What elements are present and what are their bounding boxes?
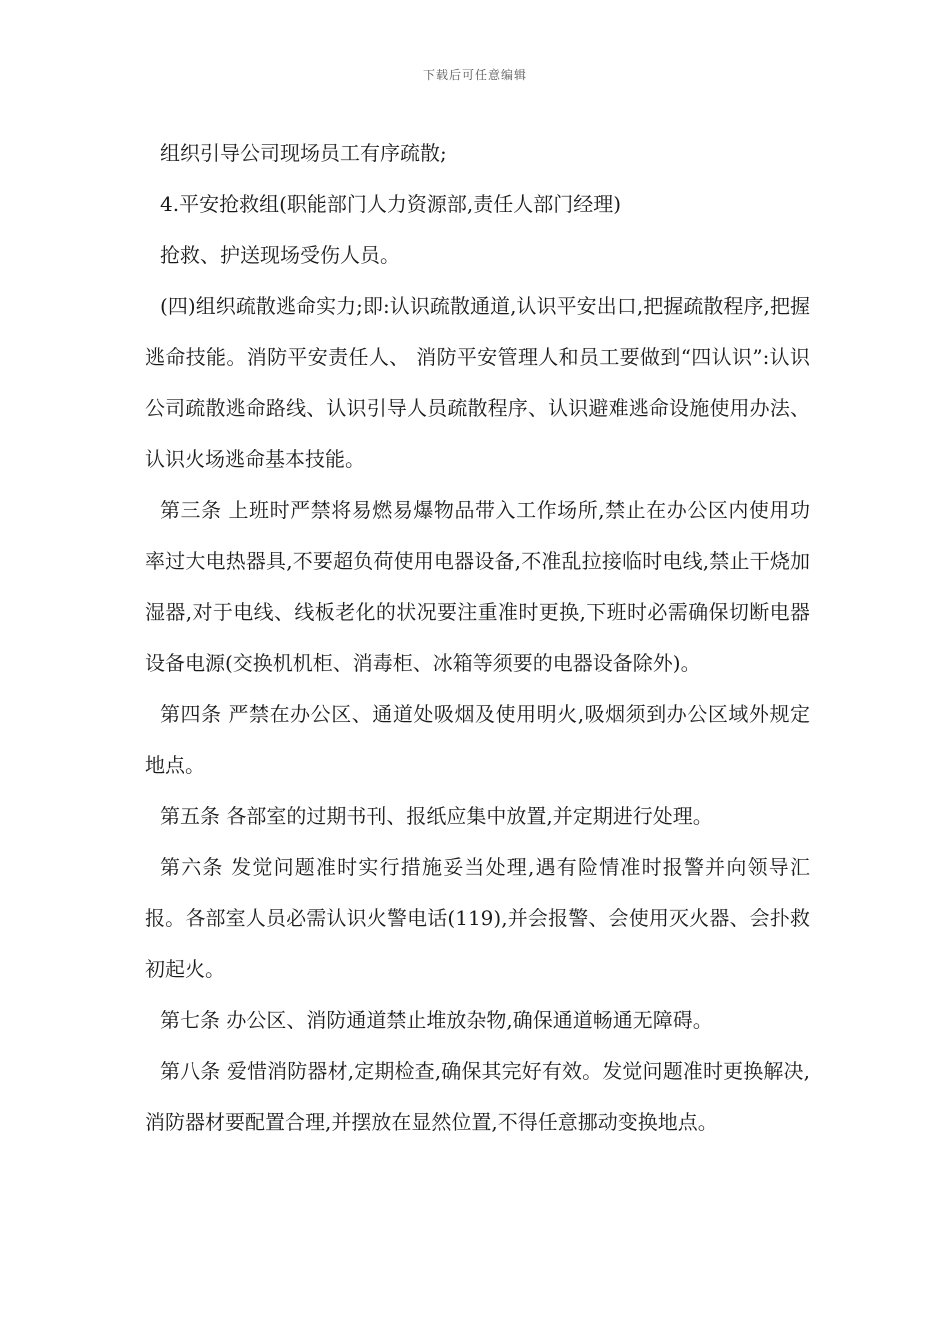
paragraph: (四)组织疏散逃命实力;即:认识疏散通道,认识平安出口,把握疏散程序,把握逃命技能。消防平安责任人、 消防平安管理人和员工要做到“四认识”:认识公司疏散逃命路线、认识引导人员疏散程序、认识避难逃命设施使用办法、认识火场逃命基本技能。 xyxy=(145,294,810,471)
paragraph: 第五条 各部室的过期书刊、报纸应集中放置,并定期进行处理。 xyxy=(160,804,713,828)
document-body xyxy=(145,128,810,1148)
paragraph: 组织引导公司现场员工有序疏散; xyxy=(160,141,447,165)
paragraph: 4.平安抢救组(职能部门人力资源部,责任人部门经理) xyxy=(160,192,622,216)
paragraph: 第七条 办公区、消防通道禁止堆放杂物,确保通道畅通无障碍。 xyxy=(160,1008,713,1032)
paragraph: 第三条 上班时严禁将易燃易爆物品带入工作场所,禁止在办公区内使用功率过大电热器具,不要超负荷使用电器设备,不准乱拉接临时电线,禁止干烧加湿器,对于电线、线板老化的状况要注重准时更换,下班时必需确保切断电器设备电源(交换机机柜、消毒柜、冰箱等须要的电器设备除外)。 xyxy=(145,498,810,675)
paragraph: 第八条 爱惜消防器材,定期检查,确保其完好有效。发觉问题准时更换解决,消防器材要配置合理,并摆放在显然位置,不得任意挪动变换地点。 xyxy=(145,1059,810,1134)
paragraph: 抢救、护送现场受伤人员。 xyxy=(160,243,400,267)
paragraph: 第四条 严禁在办公区、通道处吸烟及使用明火,吸烟须到办公区域外规定地点。 xyxy=(145,702,810,777)
header-note: 下载后可任意编辑 xyxy=(422,68,527,82)
paragraph: 第六条 发觉问题准时实行措施妥当处理,遇有险情准时报警并向领导汇报。各部室人员必需认识火警电话(119),并会报警、会使用灭火器、会扑救初起火。 xyxy=(145,855,810,981)
